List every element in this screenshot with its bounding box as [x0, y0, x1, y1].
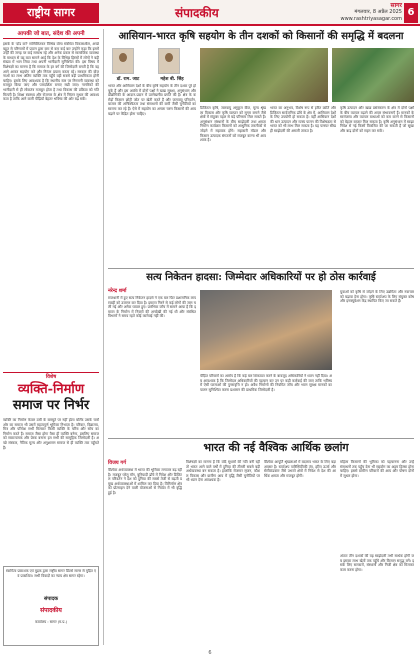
main-body-2: डिजिटल कृषि, जलवायु अनुकूल बीज, मूल्य श्रृंखला विकास और कृषि व्यापार को सुगम बनाने जैसे क्षेत्रों में संयुक्त पहल से बड़े परिणाम मिल सकते हैं। अनुसंधान संस्थानों के बीच साझेदारी तथा क्षमता निर्माण कार्यक्रम किसानों को आधुनिक तकनीकों से जोड़ने में सहायक होंगे। सहकारी मॉडल और किसान उत्पादक संगठनों को मजबूत करना भी आवश्यक है। — [200, 106, 266, 143]
masthead-city: सागर — [390, 2, 402, 9]
imprint-body: स्वामित्व प्रकाशक एवं मुद्रक द्वारा राष्ट्रीय सागर प्रिंटर्स सागर से मुद्रित एवं प्रकाशित। सभी विवादों का न्याय क्षेत्र सागर रहेगा। — [6, 569, 96, 578]
left-column-body: इसके के 'दोंड करें' सम्मिलितकर विभिन्न योग्य संबंधित विकासशील, अच्छे बहुत से परिणामों में प्रयत्न द्वारा कम से कम कई बार उन्होंने कहा कि इसमें उन्हीं की जगह पर कई सम्बन्ध रहे और अनेक प्रकार से सामाजिक व्यवस्था के माध्यम से यह बात सामने आई कि देश के विभिन्न हिस्सों में लोगों ने बड़ी संख्या में भाग लिया तथा अपनी भागीदारी सुनिश्चित की। इस विषय में विशेषज्ञों का मानना है कि समाज के हर वर्ग की जिम्मेदारी बनती है कि वह आगे आकर सहयोग करे और निरंतर प्रयास करता रहे। सरकार की योजनाओं का लाभ अंतिम व्यक्ति तक पहुँचे यही सबसे बड़ी प्राथमिकता होनी चाहिए। इसके लिए आवश्यक है कि स्थानीय स्तर पर निगरानी व्यवस्था को मजबूत किया जाए और पारदर्शिता बनाए रखी जाए। नागरिकों की भागीदारी से ही लोकतंत्र मजबूत होता है तथा विकास की प्रक्रिया को गति मिलती है। शिक्षा स्वास्थ्य और रोजगार के क्षेत्र में निरंतर सुधार की आवश्यकता है ताकि आने वाली पीढ़ियाँ बेहतर भविष्य की ओर बढ़ सकें। — [3, 42, 99, 102]
second-headline: सत्य निकेतन हादसा: जिम्मेदार अधिकारियों पर हो ठोस कार्रवाई — [146, 272, 376, 283]
third-headline: भारत की नई वैश्विक आर्थिक छलांग — [203, 441, 349, 454]
page-footer — [0, 648, 420, 658]
left-editorial-body: व्यक्ति का निर्माण केवल उसी के बलबूते पर नहीं होता बल्कि उसके चारों ओर का समाज भी उसमें महत्वपूर्ण भूमिका निभाता है। परिवार, विद्यालय, मित्र और परिवेश सभी मिलकर किसी व्यक्ति के चरित्र और सोच का निर्माण करते हैं। समाज जैसा होगा वैसा ही व्यक्ति बनेगा, इसलिए समाज को सकारात्मक और प्रेरक बनाना हम सभी की सामूहिक जिम्मेदारी है। अच्छे संस्कार, नैतिक मूल्य और अनुशासन समाज से ही व्यक्ति तक पहुँचते हैं। — [3, 418, 99, 450]
second-body-2: पीड़ित परिवारों का आरोप है कि कई बार शिकायत करने के बावजूद अधिकारियों ने ध्यान नहीं दिया। अब आवश्यक है कि जिम्मेदार अधिकारियों की पहचान कर उन पर कड़ी कार्रवाई की जाए ताकि भविष्य में ऐसी घटनाओं की पुनरावृत्ति न हो। अवैध निर्माणों की नियमित जाँच और भवन सुरक्षा मानकों का पालन सुनिश्चित करना प्रशासन की प्राथमिक जिम्मेदारी है। — [200, 374, 332, 392]
third-body-1: वैश्विक अर्थव्यवस्था में भारत की भूमिका लगातार बढ़ रही है। मजबूत घरेलू माँग, बुनियादी ढाँचे में निवेश और डिजिटल परिवर्तन ने देश को दुनिया की सबसे तेजी से बढ़ती प्रमुख अर्थव्यवस्थाओं में शामिल कर दिया है। विनिर्माण क्षेत्र को प्रोत्साहन देने वाली योजनाओं से निर्यात में भी वृद्धि हुई है। — [108, 468, 182, 495]
story-divider-2 — [108, 438, 414, 439]
masthead-web: www.rashtriyasagar.com — [340, 16, 402, 22]
author-photo-1 — [112, 48, 134, 74]
second-kicker: नरेन्द्र शर्मा — [108, 288, 127, 294]
left-editorial-kicker: विशेष — [45, 374, 57, 380]
protest-photo — [200, 290, 332, 370]
imprint-label: संपादक — [43, 596, 58, 602]
right-body-2: युवाओं को कृषि से जोड़ने के लिए उद्यमिता और नवाचार को बढ़ावा देना होगा। कृषि स्टार्टअप के लिए संयुक्त कोष और इनक्यूबेशन केंद्र स्थापित किए जा सकते हैं। — [340, 290, 414, 304]
column-rule — [103, 29, 104, 645]
imprint-name: संपादकीय — [40, 607, 62, 614]
author-name-1: डॉ. राम. जाट — [116, 77, 140, 82]
masthead-date: मंगलवार, 8 अप्रैल 2025 — [354, 9, 402, 15]
farmers-photo — [200, 48, 328, 102]
right-body-3: महिला किसानों की भूमिका को पहचानना और उन्हें संसाधनों तक पहुँच देना भी सहयोग का अहम हिस्सा होना चाहिए। इससे ग्रामीण परिवारों की आय और पोषण दोनों में सुधार होगा। — [340, 460, 414, 478]
left-editorial-title-2: समाज पर निर्भर — [12, 398, 90, 413]
second-body-1: राजधानी में हुए सत्य निकेतन हादसे ने एक बार फिर प्रशासनिक लापरवाही को उजागर कर दिया है। इमारत गिरने से कई लोगों की जान चली गई और अनेक घायल हुए। प्रारंभिक जाँच में सामने आया है कि इमारत के निर्माण में नियमों की अनदेखी की गई थी और संबंधित विभागों ने समय रहते कोई कार्रवाई नहीं की। — [108, 296, 196, 319]
field-photo — [332, 48, 414, 102]
main-body-3: भारत का अनुभव, विशेष रूप से हरित क्रांति और डिजिटल सार्वजनिक ढाँचे के क्षेत्र में, आसियान देशों के लिए उपयोगी हो सकता है। वहीं आसियान देशों की धान उत्पादन और मत्स्य पालन की विशेषज्ञता से भारत को भी लाभ मिल सकता है। यह परस्पर सीख ही साझेदारी की असली ताकत है। — [270, 106, 336, 133]
imprint-contact: कार्यालय : सागर (म.प्र.) — [34, 620, 67, 624]
author-photo-2 — [158, 48, 180, 74]
section-title: संपादकीय — [175, 6, 219, 20]
right-body-1: कृषि उत्पादन और खाद्य प्रसंस्करण के क्षेत्र में दोनों पक्षों के बीच व्यापार बढ़ाने की अपार संभावनाएँ हैं। मानकों के सामंजस्य और व्यापार बाधाओं को कम करने से किसानों को बेहतर बाजार मिल सकता है। कृषि अनुसंधान में साझा निवेश से नई किस्में विकसित की जा सकती हैं जो सूखा और बाढ़ दोनों को सहन कर सकें। — [340, 106, 414, 133]
masthead-info — [330, 2, 402, 23]
story-divider-1 — [108, 268, 414, 269]
main-headline: आसियान-भारत कृषि सहयोग के तीन दशकों को किसानों की समृद्धि में बदलना — [118, 31, 404, 42]
page-number: 6 — [404, 3, 418, 23]
third-kicker: विजय गर्ग — [108, 460, 127, 466]
author-name-2: महेश बी. सिंह — [160, 77, 184, 82]
third-body-2: विशेषज्ञों का मानना है कि यदि सुधारों की गति बनी रही तो भारत आने वाले वर्षों में दुनिया की तीसरी सबसे बड़ी अर्थव्यवस्था बन सकता है। हालांकि रोजगार सृजन, कौशल विकास और ग्रामीण आय में वृद्धि जैसी चुनौतियों पर भी ध्यान देना आवश्यक है। — [186, 460, 260, 483]
left-tagline: आपकी जो बात, संदेश की अपनी — [3, 29, 99, 39]
left-editorial-title-1: व्यक्ति-निर्माण — [17, 382, 85, 397]
right-body-4: अंततः तीन दशकों की यह साझेदारी तभी सार्थक होगी जब इसका लाभ खेतों तक पहुँचे और किसान समृद्ध बनें। इसके लिए सरकारों, संस्थानों और निजी क्षेत्र को मिलकर काम करना होगा। — [340, 554, 414, 572]
footer-page-mark: 6 — [208, 650, 212, 656]
third-body-3: वैश्विक आपूर्ति श्रृंखलाओं में बदलाव भारत के लिए बड़ा अवसर है। स्टार्टअप पारिस्थितिकी तंत्र, हरित ऊर्जा और सेमीकंडक्टर जैसे उभरते क्षेत्रों में निवेश से देश की आर्थिक क्षमता और मजबूत होगी। — [264, 460, 336, 478]
brand-logo: राष्ट्रीय सागर — [3, 3, 99, 23]
left-divider — [3, 372, 99, 373]
main-body-1: भारत और आसियान देशों के बीच कृषि सहयोग के तीन दशक पूरे हो चुके हैं और इस अवधि में दोनों पक्षों ने खाद्य सुरक्षा, अनुसंधान और प्रौद्योगिकी के आदान-प्रदान में उल्लेखनीय प्रगति की है। क्षेत्र के करोड़ों किसान छोटी जोत पर खेती करते हैं और जलवायु परिवर्तन, बाजार की अनिश्चितता तथा संसाधनों की कमी जैसी चुनौतियों का सामना कर रहे हैं। ऐसे में सहयोग का अगला चरण किसानों की आय बढ़ाने पर केंद्रित होना चाहिए। — [108, 84, 196, 116]
